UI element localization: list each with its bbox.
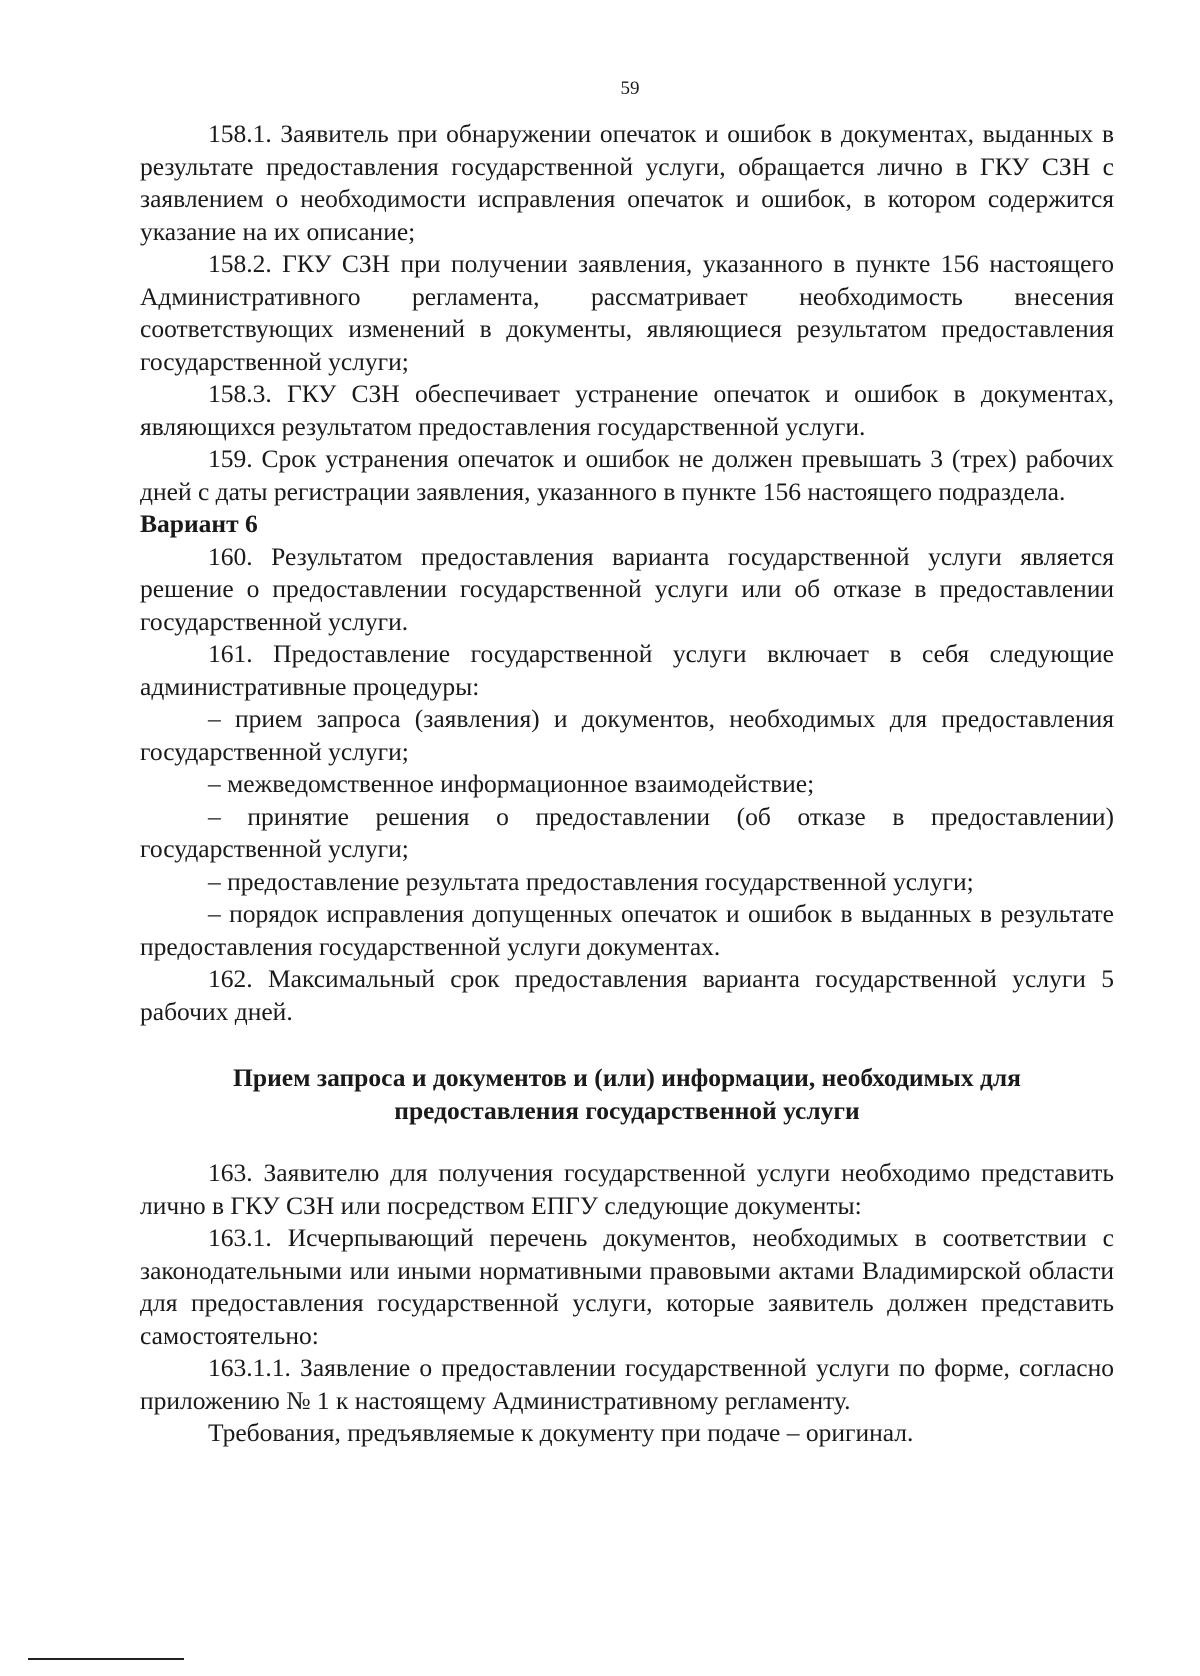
paragraph-160: 160. Результатом предоставления варианта государственной услуги является решение о предоставлении государственной услуги или об отказе в предоставлении государственной услуги.	[140, 541, 1114, 636]
list-item-procedure-3: – принятие решения о предоставлении (об отказе в предоставлении) государственной услуги;	[140, 801, 1114, 863]
paragraph-162: 162. Максимальный срок предоставления варианта государственной услуги 5 рабочих дней.	[140, 964, 1114, 1026]
page-number: 59	[620, 78, 640, 99]
paragraph-158-2: 158.2. ГКУ СЗН при получении заявления, указанного в пункте 156 настоящего Административного регламента, рассматривает необходимость внесения соответствующих изменений в документы, являющиеся результатом предоставления государственной услуги;	[140, 249, 1114, 376]
list-item-procedure-4: – предоставление результата предоставления государственной услуги;	[208, 866, 974, 896]
paragraph-requirements: Требования, предъявляемые к документу при подаче – оригинал.	[208, 1418, 914, 1447]
paragraph-159: 159. Срок устранения опечаток и ошибок не должен превышать 3 (трех) рабочих дней с даты регистрации заявления, указанного в пункте 156 настоящего подраздела.	[140, 444, 1114, 506]
paragraph-158-3: 158.3. ГКУ СЗН обеспечивает устранение опечаток и ошибок в документах, являющихся результатом предоставления государственной услуги.	[140, 379, 1114, 441]
section-heading-line-1: Прием запроса и документов и (или) информации, необходимых для	[233, 1063, 1021, 1092]
variant-heading: Вариант 6	[140, 509, 258, 538]
paragraph-163: 163. Заявителю для получения государственной услуги необходимо представить лично в ГКУ СЗН или посредством ЕПГУ следующие документы:	[140, 1158, 1114, 1220]
paragraph-163-1: 163.1. Исчерпывающий перечень документов, необходимых в соответствии с законодательными или иными нормативными правовыми актами Владимирской области для предоставления государственной услуги, которые заявитель должен представить самостоятельно:	[140, 1223, 1114, 1350]
paragraph-161: 161. Предоставление государственной услуги включает в себя следующие административные процедуры:	[140, 639, 1114, 701]
list-item-procedure-1: – прием запроса (заявления) и документов, необходимых для предоставления государственной услуги;	[140, 704, 1114, 766]
paragraph-158-1: 158.1. Заявитель при обнаружении опечаток и ошибок в документах, выданных в результате предоставления государственной услуги, обращается лично в ГКУ СЗН с заявлением о необходимости исправления опечаток и ошибок, в котором содержится указание на их описание;	[140, 119, 1114, 246]
paragraph-163-1-1: 163.1.1. Заявление о предоставлении государственной услуги по форме, согласно приложению № 1 к настоящему Административному регламенту.	[140, 1353, 1114, 1415]
list-item-procedure-5: – порядок исправления допущенных опечаток и ошибок в выданных в результате предоставления государственной услуги документах.	[140, 899, 1114, 961]
document-body	[140, 118, 1114, 1450]
list-item-procedure-2: – межведомственное информационное взаимодействие;	[208, 769, 815, 798]
section-heading	[140, 1062, 1114, 1127]
footer-rule	[28, 1658, 184, 1660]
section-heading-line-2: предоставления государственной услуги	[394, 1095, 860, 1125]
